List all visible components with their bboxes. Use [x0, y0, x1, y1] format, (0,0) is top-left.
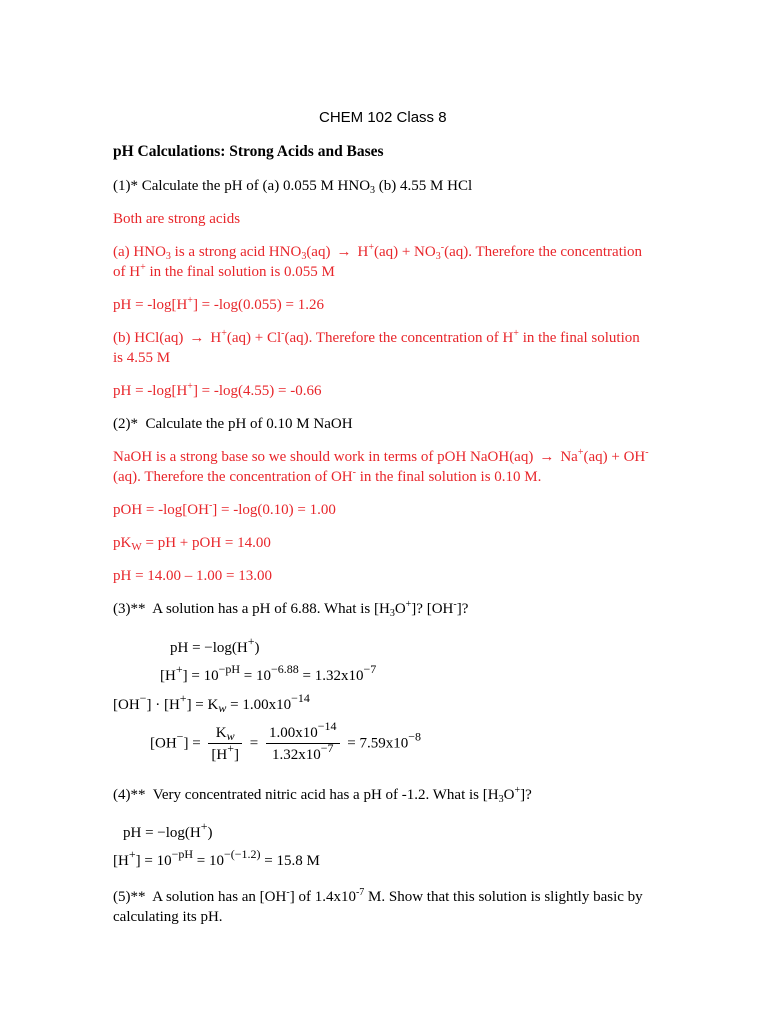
- q3-prompt: (3)** A solution has a pH of 6.88. What is $[H_3O^+]$? [OH-]?: [113, 599, 469, 619]
- reaction-arrow-icon: →: [189, 330, 205, 346]
- q1-prompt: (1)* Calculate the pH of (a) 0.055 M $HNO_3$ (b) 4.55 M HCl: [113, 178, 473, 196]
- q2-ph: pH = 14.00 – 1.00 = 13.00: [113, 568, 273, 584]
- kw-over-h-fraction: $\frac{K_w}{[H^+]}$: [208, 724, 242, 764]
- q5-line-1: (5)** A solution has an [OH-] of $1.4x10^{-7}$ M. Show that this solution is slightly basic by: [113, 887, 643, 905]
- q1b-line-1: (b) HCl(aq) → H+(aq) + Cl-(aq). Therefore the concentration of H+ in the final solution: [113, 328, 640, 346]
- q1-answer-intro: Both are strong acids: [113, 211, 241, 227]
- page-title: CHEM 102 Class 8: [319, 109, 447, 126]
- q4-equation-1: pH = −log(H+): [123, 819, 213, 841]
- q3-equation-3: $[OH^-] \cdot [H^+] = K_w = 1.00x10^{-14}$: [113, 691, 310, 715]
- q2-pkw: $pK_W$ = pH + pOH = 14.00: [113, 535, 271, 553]
- section-heading: pH Calculations: Strong Acids and Bases: [113, 143, 384, 160]
- q1a-ph: pH = -log[H+] = -log(0.055) = 1.26: [113, 295, 325, 313]
- q3-equation-2: $[H^+] = 10^{-pH} = 10^{-6.88} = 1.32x10^{-7}$: [160, 662, 377, 684]
- q4-equation-2: $[H^+] = 10^{-pH} = 10^{-(-1.2)} = 15.8$ M: [113, 847, 320, 869]
- q3-equation-4: [OH−] = $\frac{K_w}{[H^+]}$ = $\frac{1.00x10^{-14}}{1.32x10^{-7}}$ = $7.59x10^{-8}$: [150, 719, 422, 763]
- q1b-ph: pH = -log[H+] = -log(4.55) = -0.66: [113, 381, 322, 399]
- q2-line-1: NaOH is a strong base so we should work in terms of pOH NaOH(aq) → Na+(aq) + OH-: [113, 447, 649, 465]
- q2-line-2: (aq). Therefore the concentration of OH- in the final solution is 0.10 M.: [113, 467, 542, 485]
- numeric-fraction: $\frac{1.00x10^{-14}}{1.32x10^{-7}}$: [266, 724, 340, 764]
- reaction-arrow-icon: →: [336, 244, 352, 260]
- q3-equation-1: pH = −log(H+): [170, 634, 260, 656]
- q1a-line-1: (a) $HNO_3$ is a strong acid $HNO_3(aq) \to H^+(aq) + NO_3^-(aq)$. Therefore the concentration: [113, 242, 643, 262]
- q5-line-2: calculating its pH.: [113, 909, 223, 925]
- q2-prompt: (2)* Calculate the pH of 0.10 M NaOH: [113, 416, 353, 432]
- q4-prompt: (4)** Very concentrated nitric acid has a pH of -1.2. What is $[H_3O^+]$?: [113, 785, 532, 805]
- q1a-line-2: of H+ in the final solution is 0.055 M: [113, 262, 335, 280]
- q2-poh: pOH = -log[OH-] = -log(0.10) = 1.00: [113, 500, 336, 518]
- reaction-arrow-icon: →: [539, 449, 555, 465]
- q1b-line-2: is 4.55 M: [113, 350, 171, 366]
